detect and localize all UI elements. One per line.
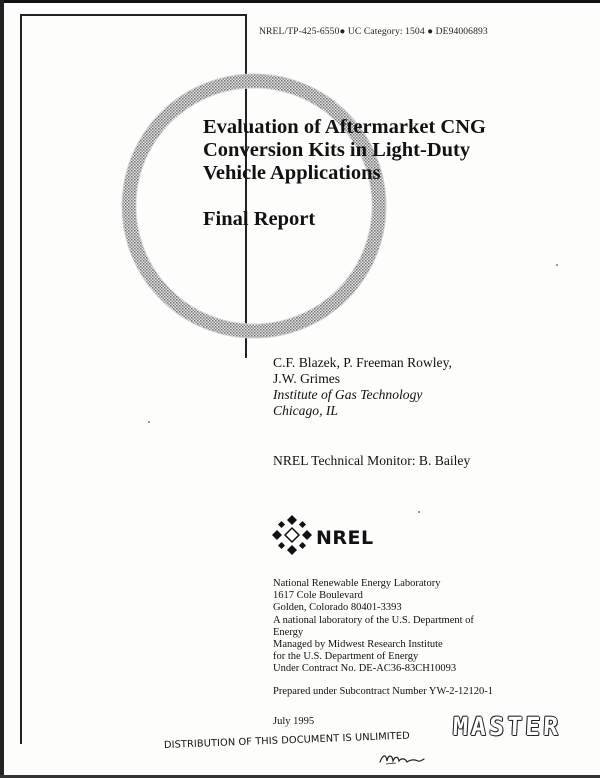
nrel-diamond-logo-icon [271, 514, 313, 556]
title-line-3: Vehicle Applications [203, 162, 381, 184]
handwritten-initials-icon [378, 750, 428, 768]
address-line: Energy [273, 626, 304, 638]
nrel-logo-text: NREL [316, 527, 374, 549]
subcontract-line: Prepared under Subcontract Number YW-2-12120-1 [273, 686, 494, 697]
document-title [203, 116, 593, 185]
scan-speck [418, 511, 420, 513]
report-number-line: NREL/TP-425-6550● UC Category: 1504 ● DE94006893 [259, 26, 488, 37]
nrel-logo [271, 514, 391, 556]
author-block [273, 355, 593, 419]
author-line-2: J.W. Grimes [273, 371, 341, 386]
author-location: Chicago, IL [273, 403, 338, 418]
address-line: Golden, Colorado 80401-3393 [273, 602, 402, 614]
scan-speck [556, 264, 558, 266]
address-line: National Renewable Energy Laboratory [273, 578, 441, 589]
distribution-notice: DISTRIBUTION OF THIS DOCUMENT IS UNLIMITED [163, 730, 410, 751]
decorative-ring-icon [119, 71, 389, 341]
address-line: 1617 Cole Boulevard [273, 590, 363, 602]
document-subtitle: Final Report [203, 208, 316, 230]
author-line-1: C.F. Blazek, P. Freeman Rowley, [273, 355, 452, 370]
address-line: Under Contract No. DE-AC36-83CH10093 [273, 663, 457, 675]
master-stamp: MASTER [452, 712, 563, 741]
scan-speck [148, 421, 150, 423]
address-line: A national laboratory of the U.S. Department of [273, 614, 474, 626]
frame-line-left [20, 14, 22, 744]
address-line: Managed by Midwest Research Institute [273, 639, 443, 651]
technical-monitor: NREL Technical Monitor: B. Bailey [273, 453, 471, 468]
publication-date: July 1995 [273, 716, 315, 727]
address-block [273, 578, 593, 676]
scan-border-top [0, 0, 600, 3]
author-institution: Institute of Gas Technology [273, 387, 423, 402]
scan-border-left [0, 0, 4, 778]
address-line: for the U.S. Department of Energy [273, 651, 419, 663]
title-line-2: Conversion Kits in Light-Duty [203, 139, 471, 161]
frame-line-top [20, 14, 246, 16]
title-line-1: Evaluation of Aftermarket CNG [203, 116, 486, 138]
